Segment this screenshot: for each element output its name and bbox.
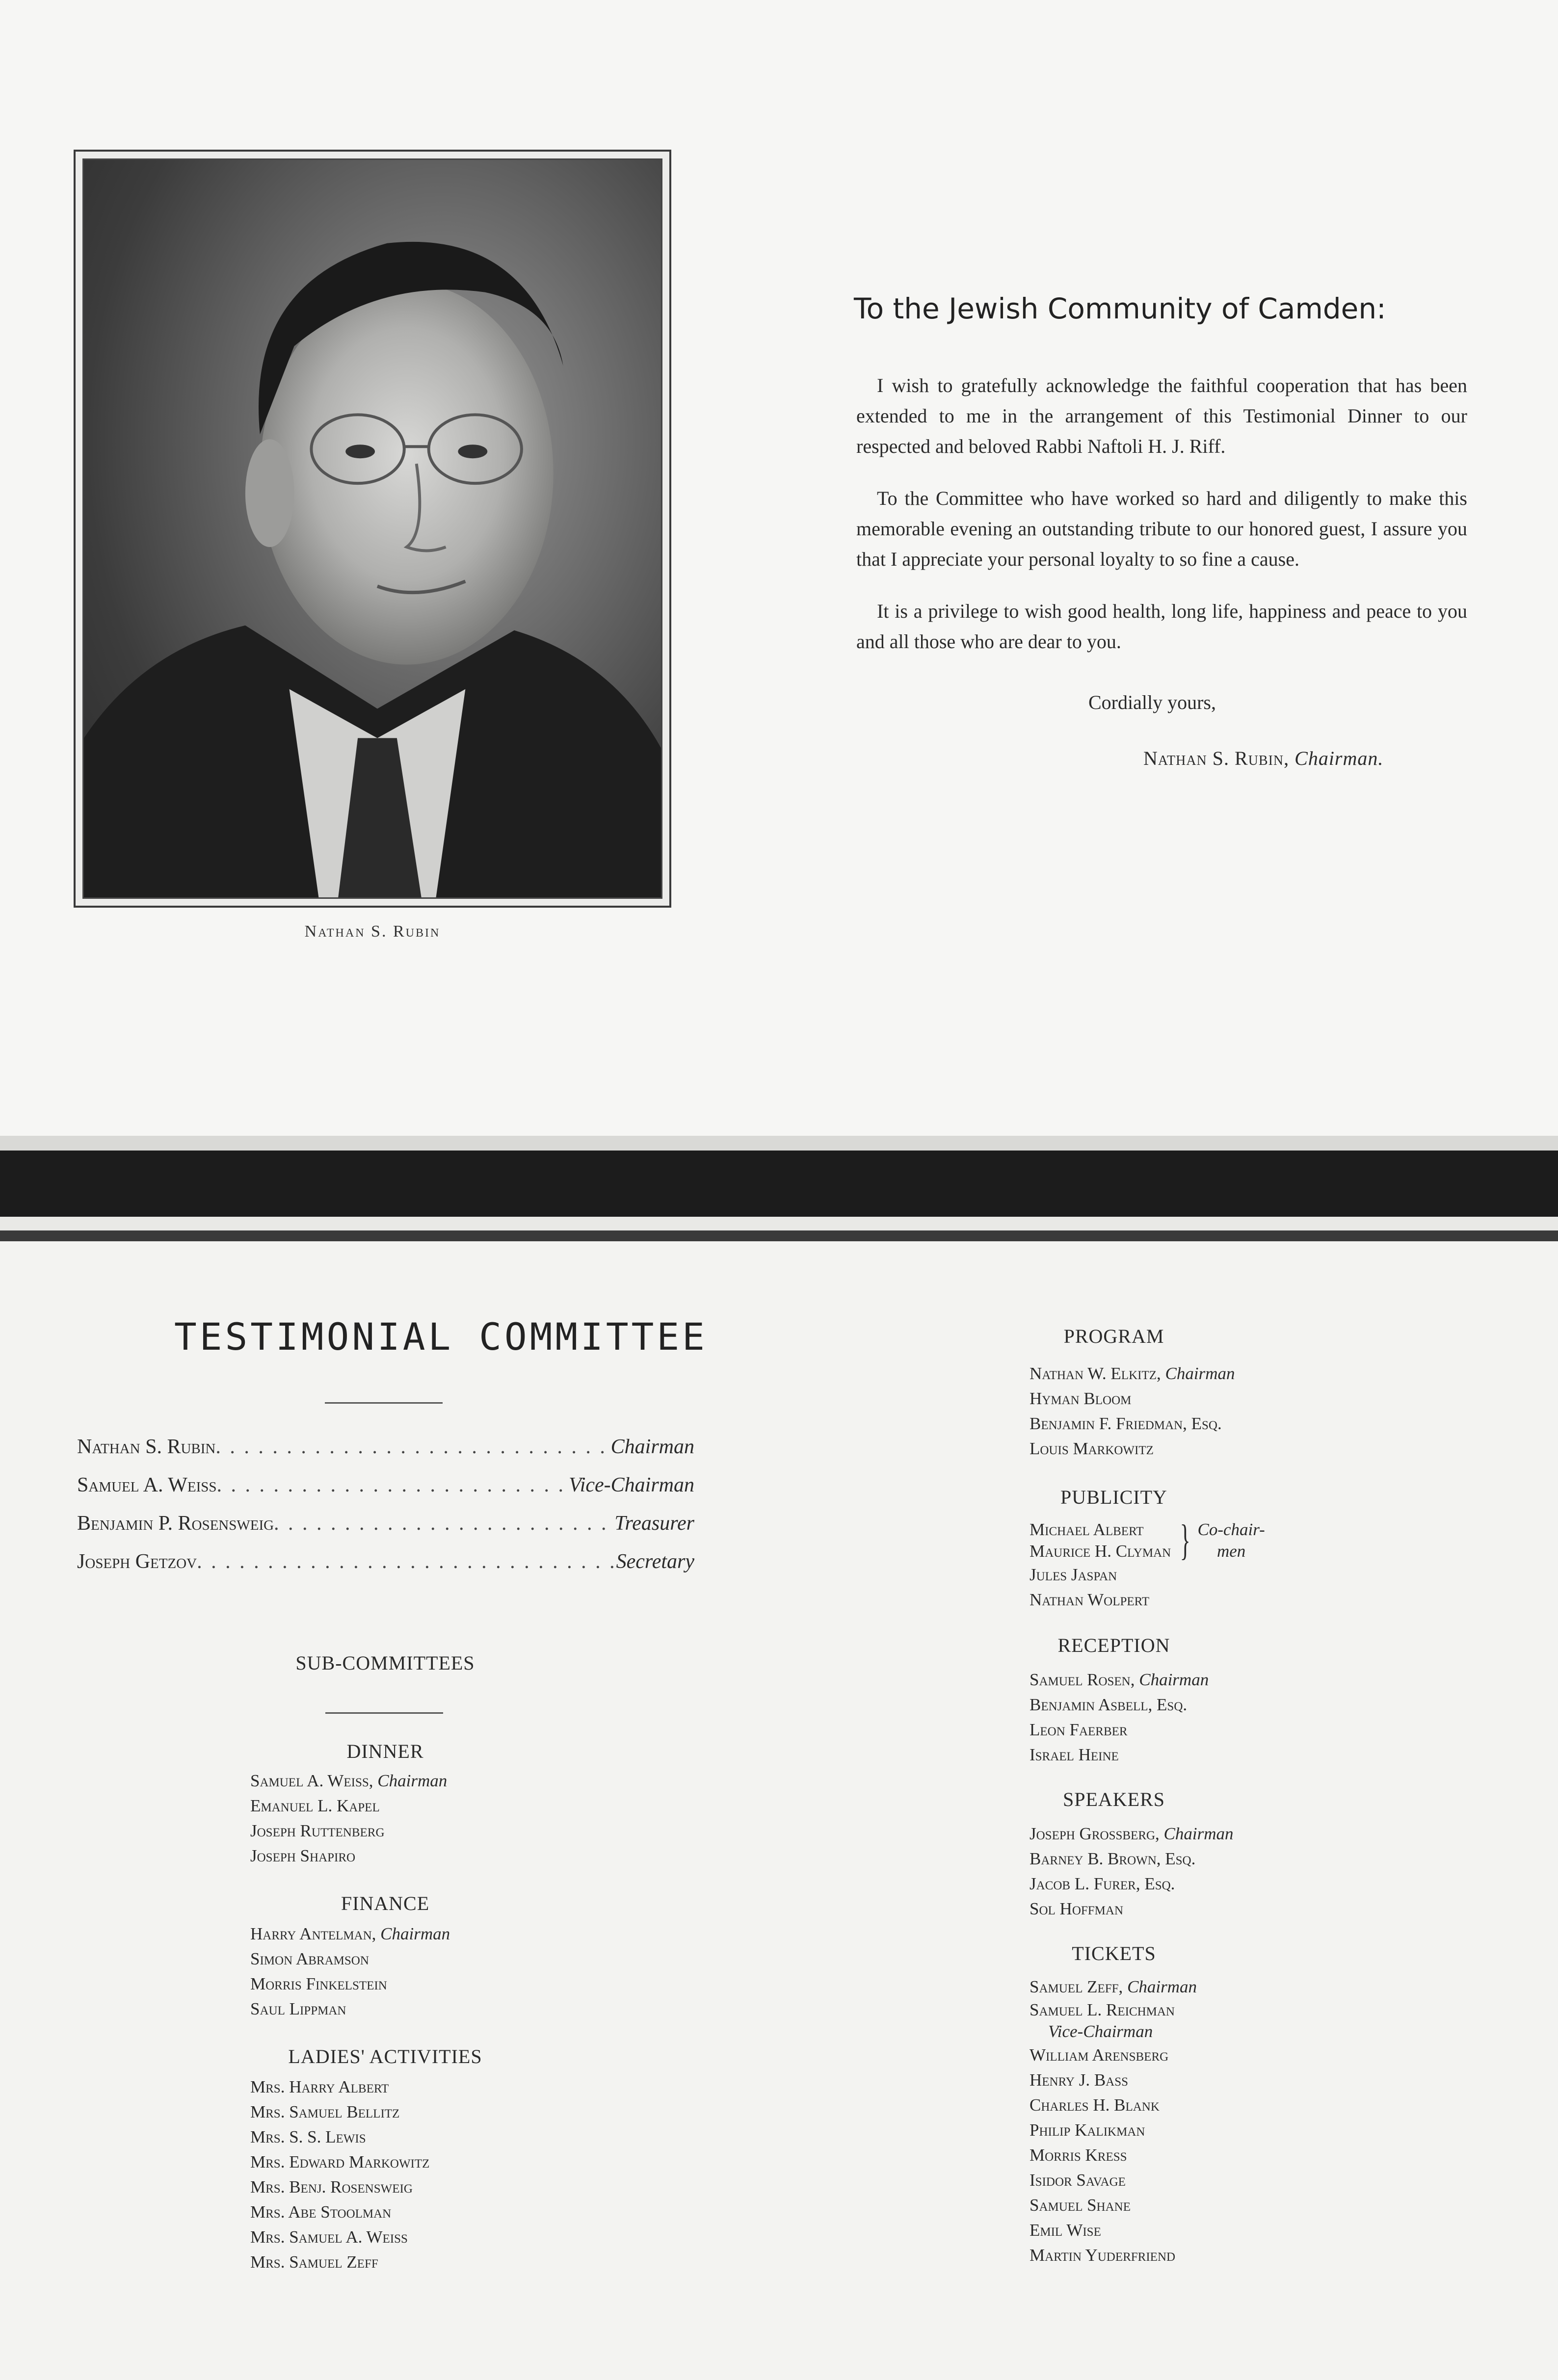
- list-item: Barney B. Brown, Esq.: [1030, 1849, 1196, 1868]
- list-item: Saul Lippman: [250, 1999, 346, 2018]
- list-item: Benjamin F. Friedman, Esq.: [1030, 1414, 1222, 1433]
- ladies-list: [250, 2074, 429, 2275]
- list-item: Emil Wise: [1030, 2221, 1101, 2240]
- list-item: William Arensberg: [1030, 2045, 1169, 2065]
- chair-role: Chairman: [1139, 1670, 1209, 1689]
- fold-band: [0, 1151, 1558, 1217]
- chair-name: Harry Antelman,: [250, 1924, 376, 1943]
- chair-role: Chairman: [1163, 1824, 1234, 1843]
- list-item: Sol Hoffman: [1030, 1899, 1124, 1918]
- list-item: Mrs. Edward Markowitz: [250, 2152, 430, 2171]
- co-chair-role: [1197, 1519, 1265, 1562]
- tickets-heading: TICKETS: [1072, 1942, 1156, 1964]
- letter-salutation: To the Jewish Community of Camden:: [854, 292, 1386, 325]
- chair-name: Samuel Rosen,: [1030, 1670, 1135, 1689]
- list-item: Charles H. Blank: [1030, 2095, 1160, 2115]
- finance-list: [250, 1921, 450, 2021]
- list-item: Emanuel L. Kapel: [250, 1796, 380, 1815]
- list-item: Joseph Shapiro: [250, 1846, 356, 1865]
- officer-name: Nathan S. Rubin: [77, 1436, 216, 1458]
- officer-role: Vice-Chairman: [569, 1474, 694, 1496]
- publicity-list: [1030, 1519, 1265, 1612]
- portrait-illustration: [84, 160, 661, 897]
- speakers-heading: SPEAKERS: [1062, 1788, 1165, 1810]
- list-item: [250, 1768, 447, 1793]
- list-item: [1030, 1974, 1197, 1999]
- chair-name: Samuel Zeff,: [1030, 1977, 1123, 1996]
- chair-name: Joseph Grossberg,: [1030, 1824, 1160, 1843]
- list-item: Morris Kress: [1030, 2145, 1127, 2165]
- chair-name: Nathan W. Elkitz,: [1030, 1364, 1161, 1383]
- officers-list: [77, 1435, 694, 1588]
- reception-heading: RECEPTION: [1057, 1634, 1170, 1656]
- list-item: Mrs. Harry Albert: [250, 2077, 389, 2096]
- co-chair: Michael Albert: [1030, 1520, 1144, 1539]
- list-item: Hyman Bloom: [1030, 1389, 1132, 1408]
- dinner-heading: DINNER: [346, 1740, 424, 1762]
- co-chair-names: [1030, 1519, 1171, 1562]
- brace-symbol: }: [1180, 1517, 1190, 1564]
- portrait-photo: [82, 158, 662, 899]
- program-list: [1030, 1361, 1235, 1461]
- title-rule: [325, 1402, 443, 1404]
- list-item: [1030, 1361, 1235, 1386]
- list-item: Joseph Ruttenberg: [250, 1821, 385, 1840]
- officer-name: Samuel A. Weiss: [77, 1474, 217, 1496]
- subcommittees-heading: SUB-COMMITTEES: [295, 1652, 475, 1674]
- program-heading: PROGRAM: [1063, 1325, 1164, 1347]
- list-item: Jacob L. Furer, Esq.: [1030, 1874, 1175, 1893]
- finance-heading: FINANCE: [341, 1892, 430, 1914]
- officer-role: Chairman: [610, 1436, 694, 1458]
- co-chair: Maurice H. Clyman: [1030, 1542, 1171, 1561]
- chair-role: Chairman: [1127, 1977, 1197, 1996]
- list-item: [250, 1921, 450, 1946]
- list-item: Mrs. Benj. Rosensweig: [250, 2177, 413, 2197]
- leader-dots: [197, 1550, 616, 1573]
- list-item: Philip Kalikman: [1030, 2120, 1145, 2140]
- dinner-list: [250, 1768, 447, 1868]
- vice-chair-role: Vice-Chairman: [1048, 2022, 1153, 2041]
- list-item: Martin Yuderfriend: [1030, 2246, 1176, 2265]
- chair-role: Chairman: [1165, 1364, 1235, 1383]
- chair-role: Chairman: [377, 1771, 448, 1790]
- officer-role: Secretary: [616, 1550, 694, 1573]
- signature-name: Nathan S. Rubin,: [1143, 747, 1290, 769]
- signature-title: Chairman.: [1294, 747, 1384, 769]
- leader-dots: [215, 1435, 610, 1459]
- subcommittees-rule: [325, 1712, 443, 1714]
- letter-paragraph: I wish to gratefully acknowledge the faithful cooperation that has been extended to me in the arrangement of this Testimonial Dinner to our respected and beloved Rabbi Naftoli H. J. Riff.: [856, 374, 1467, 457]
- letter-body: [856, 370, 1467, 679]
- co-chair-role-line: men: [1216, 1542, 1246, 1561]
- co-chairs-row: [1030, 1519, 1265, 1562]
- chair-name: Samuel A. Weiss,: [250, 1771, 373, 1790]
- officer-name: Joseph Getzov: [77, 1550, 197, 1573]
- chair-role: Chairman: [380, 1924, 450, 1943]
- list-item: Mrs. Abe Stoolman: [250, 2202, 392, 2222]
- portrait-frame: [74, 150, 671, 908]
- reception-list: [1030, 1667, 1209, 1767]
- fold-edge: [0, 1230, 1558, 1241]
- leader-dots: [274, 1512, 614, 1535]
- list-item: Jules Jaspan: [1030, 1565, 1117, 1584]
- leader-dots: [216, 1473, 569, 1497]
- list-item: Mrs. Samuel Zeff: [250, 2252, 378, 2272]
- list-item: Mrs. Samuel Bellitz: [250, 2102, 400, 2121]
- list-item: Benjamin Asbell, Esq.: [1030, 1695, 1188, 1714]
- officer-row: [77, 1550, 694, 1588]
- speakers-list: [1030, 1821, 1234, 1921]
- list-item: [1030, 1821, 1234, 1846]
- list-item: Simon Abramson: [250, 1949, 369, 1968]
- tickets-list: [1030, 1974, 1197, 2268]
- officer-role: Treasurer: [614, 1512, 694, 1535]
- officer-name: Benjamin P. Rosensweig: [77, 1512, 274, 1535]
- co-chair-role-line: Co-chair-: [1197, 1520, 1265, 1539]
- list-item: Mrs. S. S. Lewis: [250, 2127, 366, 2146]
- letter-signature: [1143, 747, 1383, 770]
- publicity-heading: PUBLICITY: [1060, 1486, 1167, 1508]
- ladies-heading: LADIES' ACTIVITIES: [288, 2045, 482, 2067]
- list-item: Isidor Savage: [1030, 2171, 1126, 2190]
- officer-row: [77, 1435, 694, 1473]
- officer-row: [77, 1473, 694, 1512]
- list-item: Leon Faerber: [1030, 1720, 1128, 1739]
- letter-paragraph: To the Committee who have worked so hard and diligently to make this memorable evening an outstanding tribute to our honored guest, I assure you that I appreciate your personal loyalty to so fine a cause.: [856, 487, 1467, 570]
- list-item: Louis Markowitz: [1030, 1439, 1154, 1458]
- list-item: Samuel L. Reichman: [1030, 2000, 1175, 2019]
- committee-title: TESTIMONIAL COMMITTEE: [174, 1315, 708, 1359]
- list-item: [1030, 1667, 1209, 1692]
- list-item: Nathan Wolpert: [1030, 1590, 1150, 1609]
- fold-shadow: [0, 1136, 1558, 1151]
- portrait-caption: Nathan S. Rubin: [304, 922, 441, 941]
- list-item: Mrs. Samuel A. Weiss: [250, 2227, 408, 2247]
- list-item: Morris Finkelstein: [250, 1974, 387, 1993]
- list-item: Henry J. Bass: [1030, 2070, 1129, 2090]
- letter-closing: Cordially yours,: [1088, 691, 1216, 713]
- committee-page: [0, 1241, 1558, 2380]
- list-item: Israel Heine: [1030, 1745, 1119, 1764]
- letter-paragraph: It is a privilege to wish good health, long life, happiness and peace to you and all those who are dear to you.: [856, 600, 1467, 653]
- list-item: Samuel Shane: [1030, 2196, 1131, 2215]
- officer-row: [77, 1512, 694, 1550]
